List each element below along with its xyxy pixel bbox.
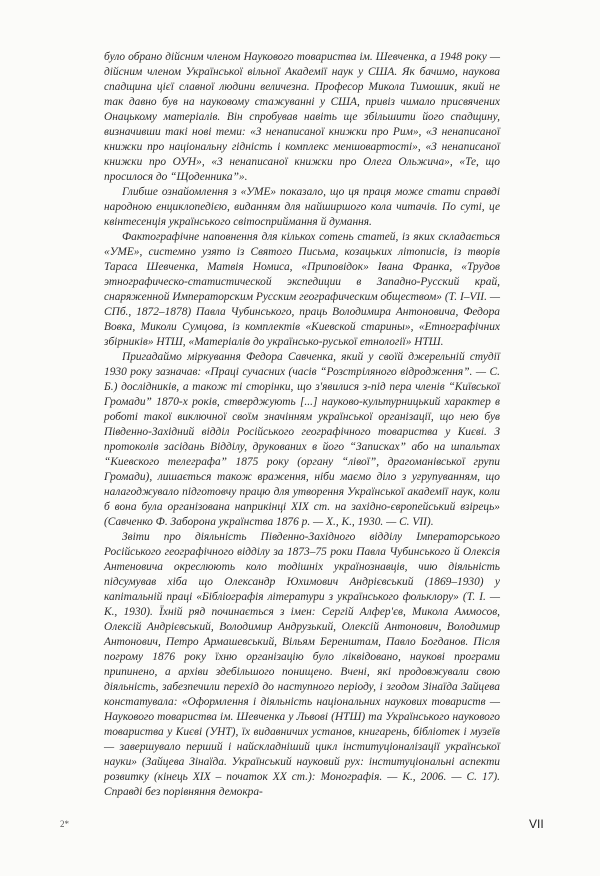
paragraph-4: Пригадаймо міркування Федора Савченка, який у своїй джерельній студії 1930 року зазначав: «Праці сучасних (часів “Розстріляного відродження”. — С. Б.) дослідників, а також ті сторінки, що з'явилися з-під пера членів “Київської Громади” 1870-х років, стверджують [...] науково-культурницький характер в роботі такої виключної своїм значінням української організації, що нею був Південно-Західний відділ Російського географічного товариства у Києві. З протоколів засідань Відділу, друкованих в його “Записках” або на шпальтах “Киевского телеграфа” 1875 року (органу “лівої”, драгоманівської групи Громади), лишається також враження, ніби маємо діло з угрупуванням, що налагоджувало підготовчу працю для утворення Української академії наук, коли б вона була організована наприкінці XIX ст. на західно-європейський взірець» (Савченко Ф. Заборона українства 1876 р. — Х., К., 1930. — С. VII).: [104, 351, 500, 528]
paragraph-3: Фактографічне наповнення для кількох сотень статей, із яких складається «УМЕ», системно узято із Святого Письма, козацьких літописів, із творів Тараса Шевченка, Матвія Номиса, «Приповідок» Івана Франка, «Трудов этнографическо-статистической экспедиции в Западно-Русский край, снаряженной Императорским Русским географическим обществом» (Т. I–VII. — СПб., 1872–1878) Павла Чубинського, праць Володимира Антоновича, Федора Вовка, Миколи Сумцова, із комплектів «Киевской старины», «Етнографічних збірників» НТШ, «Матеріалів до українсько-руської етнології» НТШ.: [104, 231, 500, 348]
paragraph-5: Звіти про діяльність Південно-Західного відділу Імператорського Російського географічного відділу за 1873–75 роки Павла Чубинського й Олексія Антеновича окреслюють коло тодішніх українознавців, чию діяльність підсумував хіба що Олександр Юхимович Андрієвський (1869–1930) у капітальній праці «Бібліографія літератури з українського фольклору» (Т. I. — К., 1930). Їхній ряд починається з імен: Сергій Алфер'єв, Микола Аммосов, Олексій Андрієвський, Володимир Андрузький, Олексій Антонович, Володимир Антонович, Петро Армашевський, Вільям Беренштам, Павло Богданов. Після погрому 1876 року їхню організацію було ліквідовано, наукові програми припинено, а архіви здебільшого понищено. Вчені, які продовжували свою діяльність, забезпечили перехід до наступного періоду, і згодом Зінаїда Зайцева констатувала: «Оформлення і діяльність національних наукових товариств — Наукового товариства ім. Шевченка у Львові (НТШ) та Українського наукового товариства у Києві (УНТ), їх видавничих установ, книгарень, бібліотек і музеїв — завершувало перший і найскладніший цикл інституціоналізації української науки» (Зайцева Зінаїда. Український науковий рух: інституціональні аспекти розвитку (кінець XIX – початок XX ст.): Монографія. — К., 2006. — С. 17). Справді без порівняння демокра-: [104, 531, 500, 798]
paragraph-2: Глибше ознайомлення з «УМЕ» показало, що ця праця може стати справді народною енциклопедією, виданням для найширшого кола читачів. По суті, це квінтесенція українського світосприймання й думання.: [104, 186, 500, 228]
signature-mark: 2*: [60, 819, 69, 829]
paragraph-1: було обрано дійсним членом Наукового товариства ім. Шевченка, а 1948 року — дійсним членом Української вільної Академії наук у США. Як бачимо, наукова спадщина цієї славної людини величезна. Професор Микола Тимошик, який не так давно був на науковому стажуванні у США, привіз чимало присвячених Онацькому матеріалів. Він спробував навіть ще збільшити його спадщину, визначивши такі нові теми: «З ненаписаної книжки про Рим», «З ненаписаної книжки про національну гідність і комплекс меншовартості», «З ненаписаної книжки про ОУН», «З ненаписаної книжки про Олега Ольжича», «Те, що просилося до “Щоденника”».: [104, 51, 500, 183]
page-number: VII: [529, 817, 544, 831]
body-text: [104, 50, 500, 800]
